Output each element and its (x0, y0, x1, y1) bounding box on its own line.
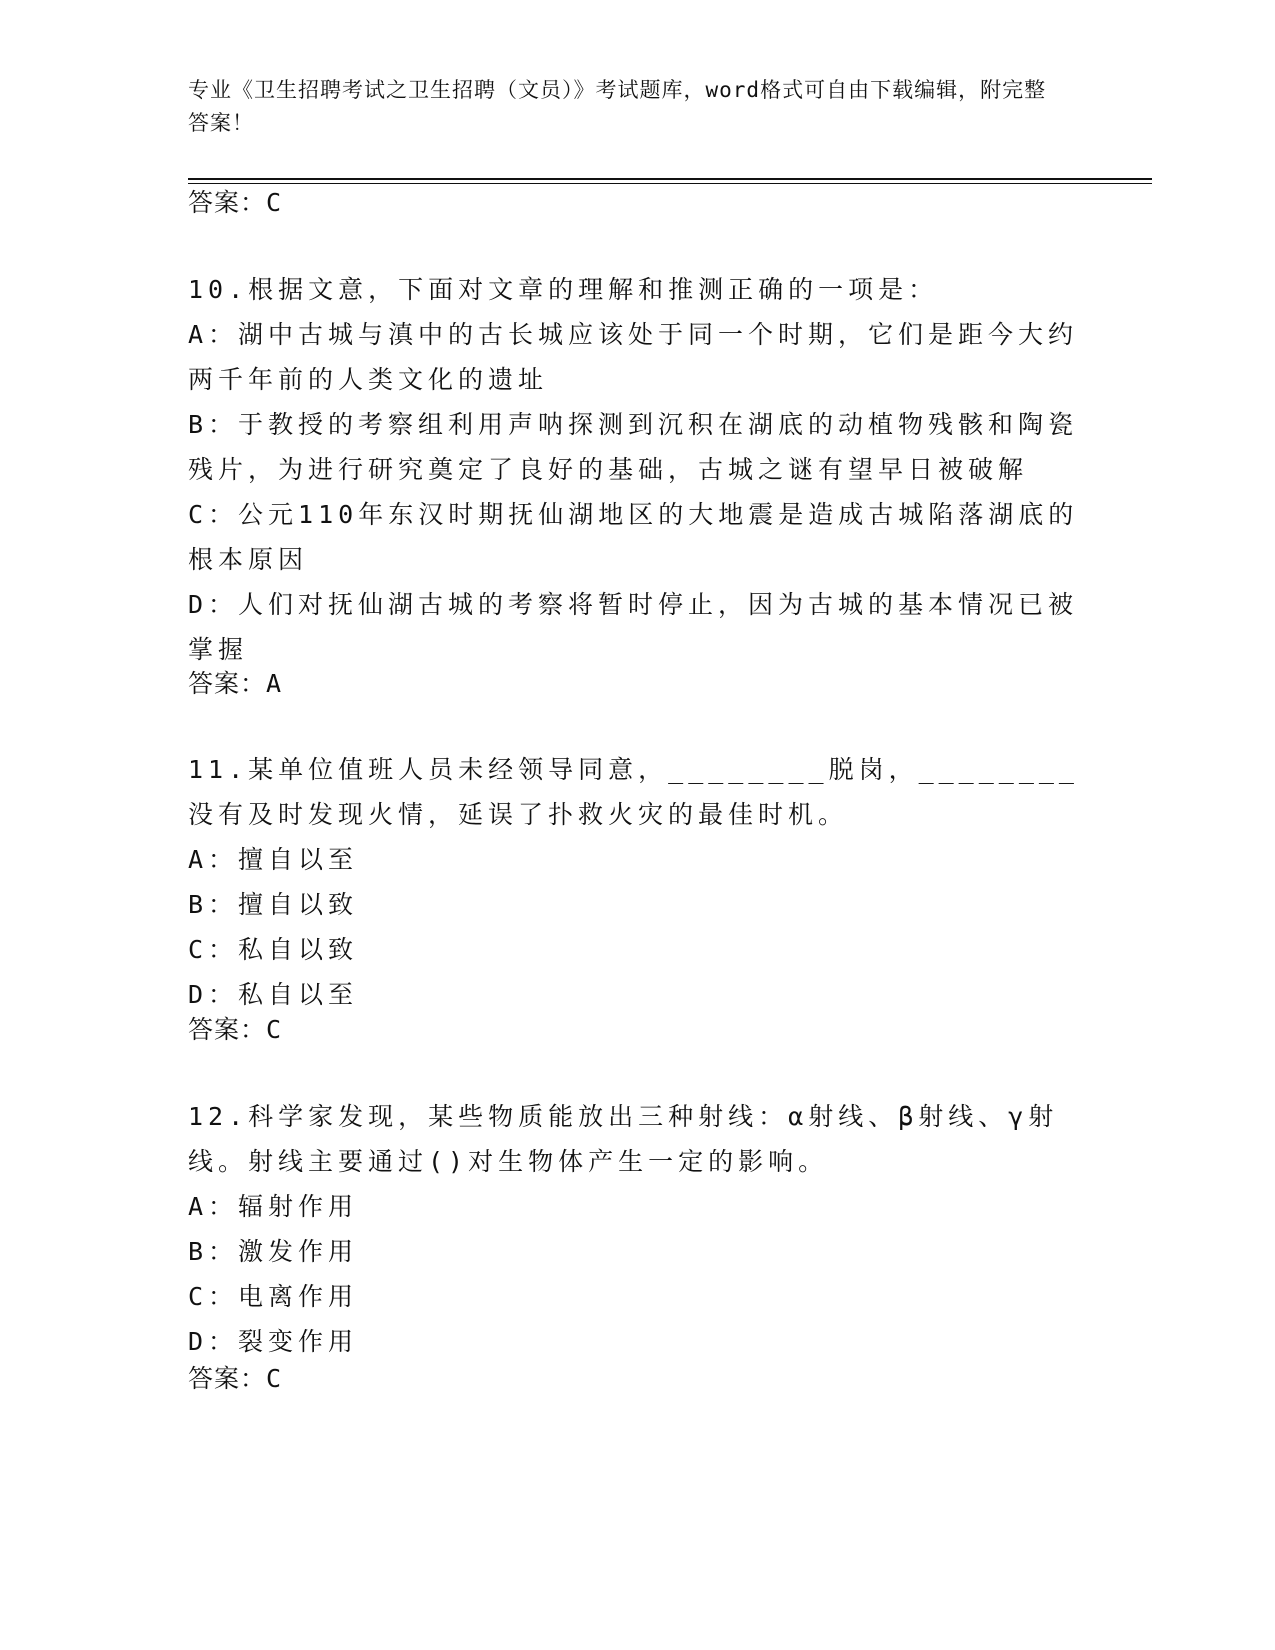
option-c: C：私自以致 (188, 935, 359, 964)
previous-answer: 答案：C (188, 188, 283, 217)
option-c: C：电离作用 (188, 1282, 359, 1311)
question-10 (188, 267, 1088, 672)
option-a: A：擅自以至 (188, 845, 359, 874)
header-divider-thin (188, 183, 1152, 184)
option-b: B：于教授的考察组利用声呐探测到沉积在湖底的动植物残骸和陶瓷残片，为进行研究奠定了良好的基础，古城之谜有望早日被破解 (188, 410, 1079, 484)
answer-10: 答案：A (188, 669, 283, 698)
option-d: D：私自以至 (188, 980, 359, 1009)
answer-11: 答案：C (188, 1015, 283, 1044)
question-11 (188, 747, 1088, 1017)
option-d: D：人们对抚仙湖古城的考察将暂时停止，因为古城的基本情况已被掌握 (188, 590, 1079, 664)
question-stem: 11.某单位值班人员未经领导同意，________脱岗，________没有及时发现火情，延误了扑救火灾的最佳时机。 (188, 755, 1079, 829)
question-stem: 10.根据文意，下面对文章的理解和推测正确的一项是： (188, 275, 939, 304)
question-stem: 12.科学家发现，某些物质能放出三种射线：α射线、β射线、γ射线。射线主要通过()对生物体产生一定的影响。 (188, 1102, 1059, 1176)
option-a: A：辐射作用 (188, 1192, 359, 1221)
question-12 (188, 1094, 1088, 1364)
header-divider-thick (188, 178, 1152, 180)
option-d: D：裂变作用 (188, 1327, 359, 1356)
document-header: 专业《卫生招聘考试之卫生招聘（文员）》考试题库，word格式可自由下载编辑，附完整答案！ (188, 78, 1047, 135)
option-a: A：湖中古城与滇中的古长城应该处于同一个时期，它们是距今大约两千年前的人类文化的遗址 (188, 320, 1079, 394)
answer-12: 答案：C (188, 1364, 283, 1393)
option-b: B：擅自以致 (188, 890, 359, 919)
option-c: C：公元110年东汉时期抚仙湖地区的大地震是造成古城陷落湖底的根本原因 (188, 500, 1079, 574)
option-b: B：激发作用 (188, 1237, 359, 1266)
